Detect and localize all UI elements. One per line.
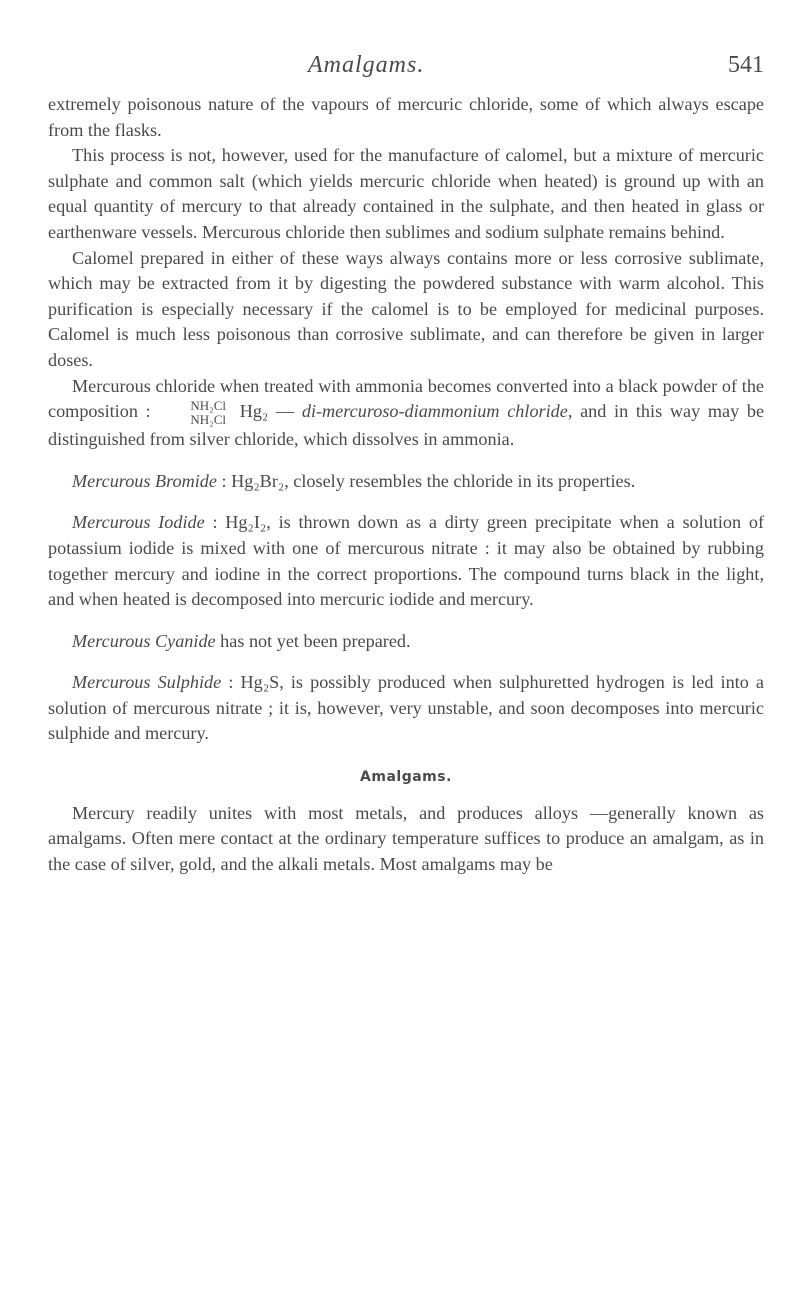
term-mercurous-iodide: Mercurous Iodide bbox=[72, 512, 205, 533]
ammonia-text-start: Mercurous chloride when treated with ammonia becomes converted into a black powder of the composition : bbox=[48, 375, 764, 422]
paragraph-ammonia-reaction bbox=[48, 374, 764, 453]
text-mercurous-iodide: : Hg₂I₂, is thrown down as a dirty green precipitate when a solution of potassium iodide is mixed with one of mercurous nitrate : it may also be obtained by rubbing together mercury and iodine in the correct proportions. The compound turns black in the light, and when heated is decomposed into mercuric iodide and mercury. bbox=[48, 512, 764, 610]
paragraph-mercurous-bromide bbox=[48, 469, 764, 495]
paragraph-mercurous-iodide bbox=[48, 510, 764, 612]
formula-tail: Hg₂ — bbox=[239, 401, 295, 422]
page-header bbox=[48, 52, 764, 92]
paragraph-calomel-purification: Calomel prepared in either of these ways always contains more or less corrosive sublimate, which may be extracted from it by digesting the powdered substance with warm alcohol. This purification is especially necessary if the calomel is to be employed for medicinal purposes. Calomel is much less poisonous than corrosive sublimate, and can therefore be given in larger doses. bbox=[48, 247, 764, 370]
text-mercurous-bromide: : Hg₂Br₂, closely resembles the chloride in its properties. bbox=[221, 470, 636, 491]
compound-name: di-mercuroso-diammonium chloride bbox=[301, 401, 568, 422]
paragraph-calomel-process: This process is not, however, used for the manufacture of calomel, but a mixture of mercuric sulphate and common salt (which yields mercuric chloride when heated) is ground up with an equal quantity of mercury to that already contained in the sulphate, and then heated in glass or earthenware vessels. Mercurous chloride then sublimes and sodium sulphate remains behind. bbox=[48, 145, 764, 242]
section-heading: Amalgams. bbox=[360, 769, 452, 786]
text-mercurous-cyanide: has not yet been prepared. bbox=[215, 630, 411, 651]
book-page bbox=[48, 52, 764, 1282]
paragraph-mercurous-sulphide bbox=[48, 670, 764, 747]
term-mercurous-bromide: Mercurous Bromide bbox=[72, 470, 217, 491]
ammonia-text-end: , and in this way may be distinguished from silver chloride, which dissolves in ammonia. bbox=[48, 401, 765, 450]
text-mercurous-sulphide: : Hg₂S, is possibly produced when sulphuretted hydrogen is led into a solution of mercurous nitrate ; it is, however, very unstable, and soon decomposes into mercuric sulphide and mercury. bbox=[48, 672, 765, 744]
running-title: Amalgams. bbox=[308, 52, 425, 78]
paragraph-amalgams: Mercury readily unites with most metals, and produces alloys —generally known as amalgams. Often mere contact at the ordinary temperature suffices to produce an amalgam, as in the case of silver, gold, and the alkali metals. Most amalgams may be bbox=[48, 802, 764, 874]
paragraph-continuation: extremely poisonous nature of the vapours of mercuric chloride, some of which always escape from the flasks. bbox=[48, 94, 764, 140]
term-mercurous-cyanide: Mercurous Cyanide bbox=[72, 630, 216, 651]
body-text bbox=[48, 92, 764, 877]
paragraph-mercurous-cyanide bbox=[48, 629, 764, 655]
formula-bottom: NH₂Cl bbox=[190, 412, 226, 428]
formula-top: NH₂Cl bbox=[190, 398, 226, 414]
formula-fraction bbox=[166, 399, 226, 427]
term-mercurous-sulphide: Mercurous Sulphide bbox=[72, 672, 222, 693]
page-number: 541 bbox=[728, 52, 764, 78]
